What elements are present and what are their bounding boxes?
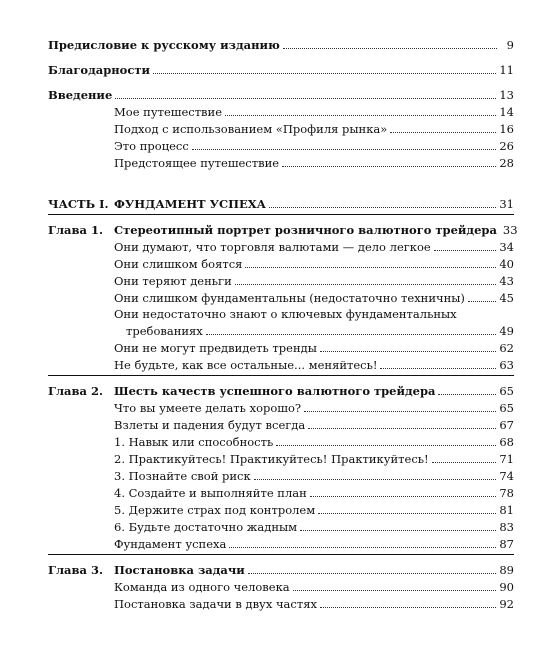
toc-subentry[interactable] (48, 577, 514, 594)
dot-leader (380, 358, 496, 369)
divider (48, 214, 514, 215)
toc-page-number: 26 (499, 139, 514, 153)
dot-leader (283, 38, 497, 49)
toc-subentry[interactable] (48, 449, 514, 466)
toc-page-number: 11 (499, 63, 514, 77)
toc-entry-label: Мое путешествие (114, 105, 223, 119)
toc-entry-label: Предстоящее путешествие (114, 156, 280, 170)
toc-subentry[interactable] (48, 432, 514, 449)
toc-subentry[interactable] (48, 288, 514, 305)
dot-leader (432, 452, 497, 463)
dot-leader (225, 105, 496, 116)
toc-entry-label: Благодарности (48, 63, 151, 77)
toc-entry-label: 3. Познайте свой риск (114, 469, 251, 483)
toc-subentry[interactable] (48, 517, 514, 534)
toc-page-number: 14 (499, 105, 514, 119)
toc-subentry[interactable] (48, 254, 514, 271)
toc-subentry[interactable] (48, 338, 514, 355)
toc-subentry[interactable] (48, 153, 514, 170)
divider (48, 375, 514, 376)
chapter-title: Стереотипный портрет розничного валютного трейдера (114, 223, 497, 237)
toc-page-number: 13 (499, 88, 514, 102)
toc-entry-label-line2: требованиях (126, 324, 203, 338)
toc-entry-label: 5. Держите страх под контролем (114, 503, 316, 517)
toc-page-number: 45 (499, 291, 514, 305)
dot-leader (390, 122, 496, 133)
toc-subentry[interactable] (48, 119, 514, 136)
toc-entry-label: 6. Будьте достаточно жадным (114, 520, 298, 534)
toc-subentry[interactable] (48, 594, 514, 611)
toc-page-number: 90 (499, 580, 514, 594)
dot-leader (235, 274, 497, 285)
toc-page-number: 89 (499, 563, 514, 577)
toc-page-number: 33 (502, 223, 518, 237)
dot-leader (434, 240, 497, 251)
toc-entry-label: 4. Создайте и выполняйте план (114, 486, 307, 500)
toc-page-number: 78 (499, 486, 514, 500)
toc-entry-label: Что вы умеете делать хорошо? (114, 401, 302, 415)
chapter-number: Глава 2. (48, 384, 103, 398)
toc-page-number: 43 (499, 274, 514, 288)
divider (48, 554, 514, 555)
dot-leader (276, 435, 496, 446)
toc-chapter-entry[interactable] (48, 220, 518, 237)
toc-subentry[interactable] (48, 355, 514, 372)
dot-leader (310, 486, 497, 497)
toc-entry-acknowledgements[interactable] (48, 60, 514, 77)
toc-page-number: 92 (499, 597, 514, 611)
toc-entry-label: Предисловие к русскому изданию (48, 38, 280, 52)
toc-chapter-entry[interactable] (48, 381, 514, 398)
dot-leader (115, 88, 496, 99)
toc-subentry[interactable] (48, 500, 514, 517)
chapter-title: Шесть качеств успешного валютного трейдера (114, 384, 436, 398)
dot-leader (254, 469, 497, 480)
toc-page-number: 81 (499, 503, 514, 517)
toc-page-number: 71 (499, 452, 514, 466)
dot-leader (153, 63, 496, 74)
dot-leader (282, 156, 496, 167)
toc-page-number: 83 (499, 520, 514, 534)
chapter-number: Глава 1. (48, 223, 103, 237)
dot-leader (438, 384, 496, 395)
toc-page-number: 40 (499, 257, 514, 271)
toc-entry-label: Они теряют деньги (114, 274, 232, 288)
toc-page-number: 67 (499, 418, 514, 432)
toc-page-number: 62 (499, 341, 514, 355)
toc-subentry[interactable] (48, 398, 514, 415)
toc-entry-label: 2. Практикуйтесь! Практикуйтесь! Практикуйтесь! (114, 452, 429, 466)
toc-subentry[interactable] (48, 136, 514, 153)
dot-leader (320, 597, 496, 608)
toc-entry-label: Они думают, что торговля валютами — дело легкое (114, 240, 431, 254)
toc-page-number: 65 (499, 401, 514, 415)
toc-entry-label: Подход с использованием «Профиля рынка» (114, 122, 388, 136)
dot-leader (320, 341, 496, 352)
chapter-number: Глава 3. (48, 563, 103, 577)
dot-leader (245, 257, 496, 268)
dot-leader (192, 139, 497, 150)
toc-page-number: 16 (499, 122, 514, 136)
toc-page-number: 65 (499, 384, 514, 398)
toc-entry-label: 1. Навык или способность (114, 435, 274, 449)
toc-part-entry[interactable] (48, 194, 514, 211)
dot-leader (304, 401, 496, 412)
dot-leader (248, 563, 497, 574)
dot-leader (468, 291, 496, 302)
toc-subentry[interactable] (48, 271, 514, 288)
toc-entry-introduction[interactable] (48, 85, 514, 102)
part-title: ФУНДАМЕНТ УСПЕХА (114, 197, 267, 211)
toc-entry-label: Постановка задачи в двух частях (114, 597, 317, 611)
dot-leader (206, 324, 497, 335)
toc-page-number: 34 (499, 240, 514, 254)
toc-page-number: 87 (499, 537, 514, 551)
toc-subentry[interactable] (48, 534, 514, 551)
toc-page-number: 68 (499, 435, 514, 449)
dot-leader (300, 520, 496, 531)
dot-leader (229, 537, 496, 548)
toc-entry-label: Они слишком боятся (114, 257, 243, 271)
toc-entry-label: Введение (48, 88, 113, 102)
toc-subentry[interactable] (48, 466, 514, 483)
dot-leader (308, 418, 496, 429)
toc-page-number: 63 (499, 358, 514, 372)
toc-subentry[interactable] (48, 237, 514, 254)
toc-chapter-entry[interactable] (48, 560, 514, 577)
toc-page-number: 9 (506, 38, 514, 52)
dot-leader (293, 580, 497, 591)
toc-entry-label: Они не могут предвидеть тренды (114, 341, 317, 355)
toc-subentry[interactable] (48, 483, 514, 500)
toc-page-number: 49 (499, 324, 514, 338)
toc-entry-label: Это процесс (114, 139, 189, 153)
toc-entry-label: Фундамент успеха (114, 537, 227, 551)
dot-leader (318, 503, 496, 514)
toc-page-number: 28 (499, 156, 514, 170)
toc-subentry[interactable] (48, 415, 514, 432)
toc-subentry[interactable] (48, 102, 514, 119)
toc-entry-label: Взлеты и падения будут всегда (114, 418, 306, 432)
part-number: ЧАСТЬ I. (48, 197, 109, 211)
table-of-contents (48, 35, 518, 611)
toc-entry-label-line1: Они недостаточно знают о ключевых фундаментальных (114, 307, 457, 321)
toc-page-number: 74 (499, 469, 514, 483)
toc-entry-preface[interactable] (48, 35, 514, 52)
toc-entry-label: Не будьте, как все остальные... меняйтесь! (114, 358, 378, 372)
toc-entry-label: Команда из одного человека (114, 580, 290, 594)
toc-subentry-wrapped[interactable] (48, 305, 514, 321)
toc-entry-label: Они слишком фундаментальны (недостаточно техничны) (114, 291, 465, 305)
dot-leader (269, 197, 496, 208)
chapter-title: Постановка задачи (114, 563, 245, 577)
toc-subentry-wrapped-continuation[interactable] (48, 321, 514, 338)
toc-page-number: 31 (499, 197, 514, 211)
